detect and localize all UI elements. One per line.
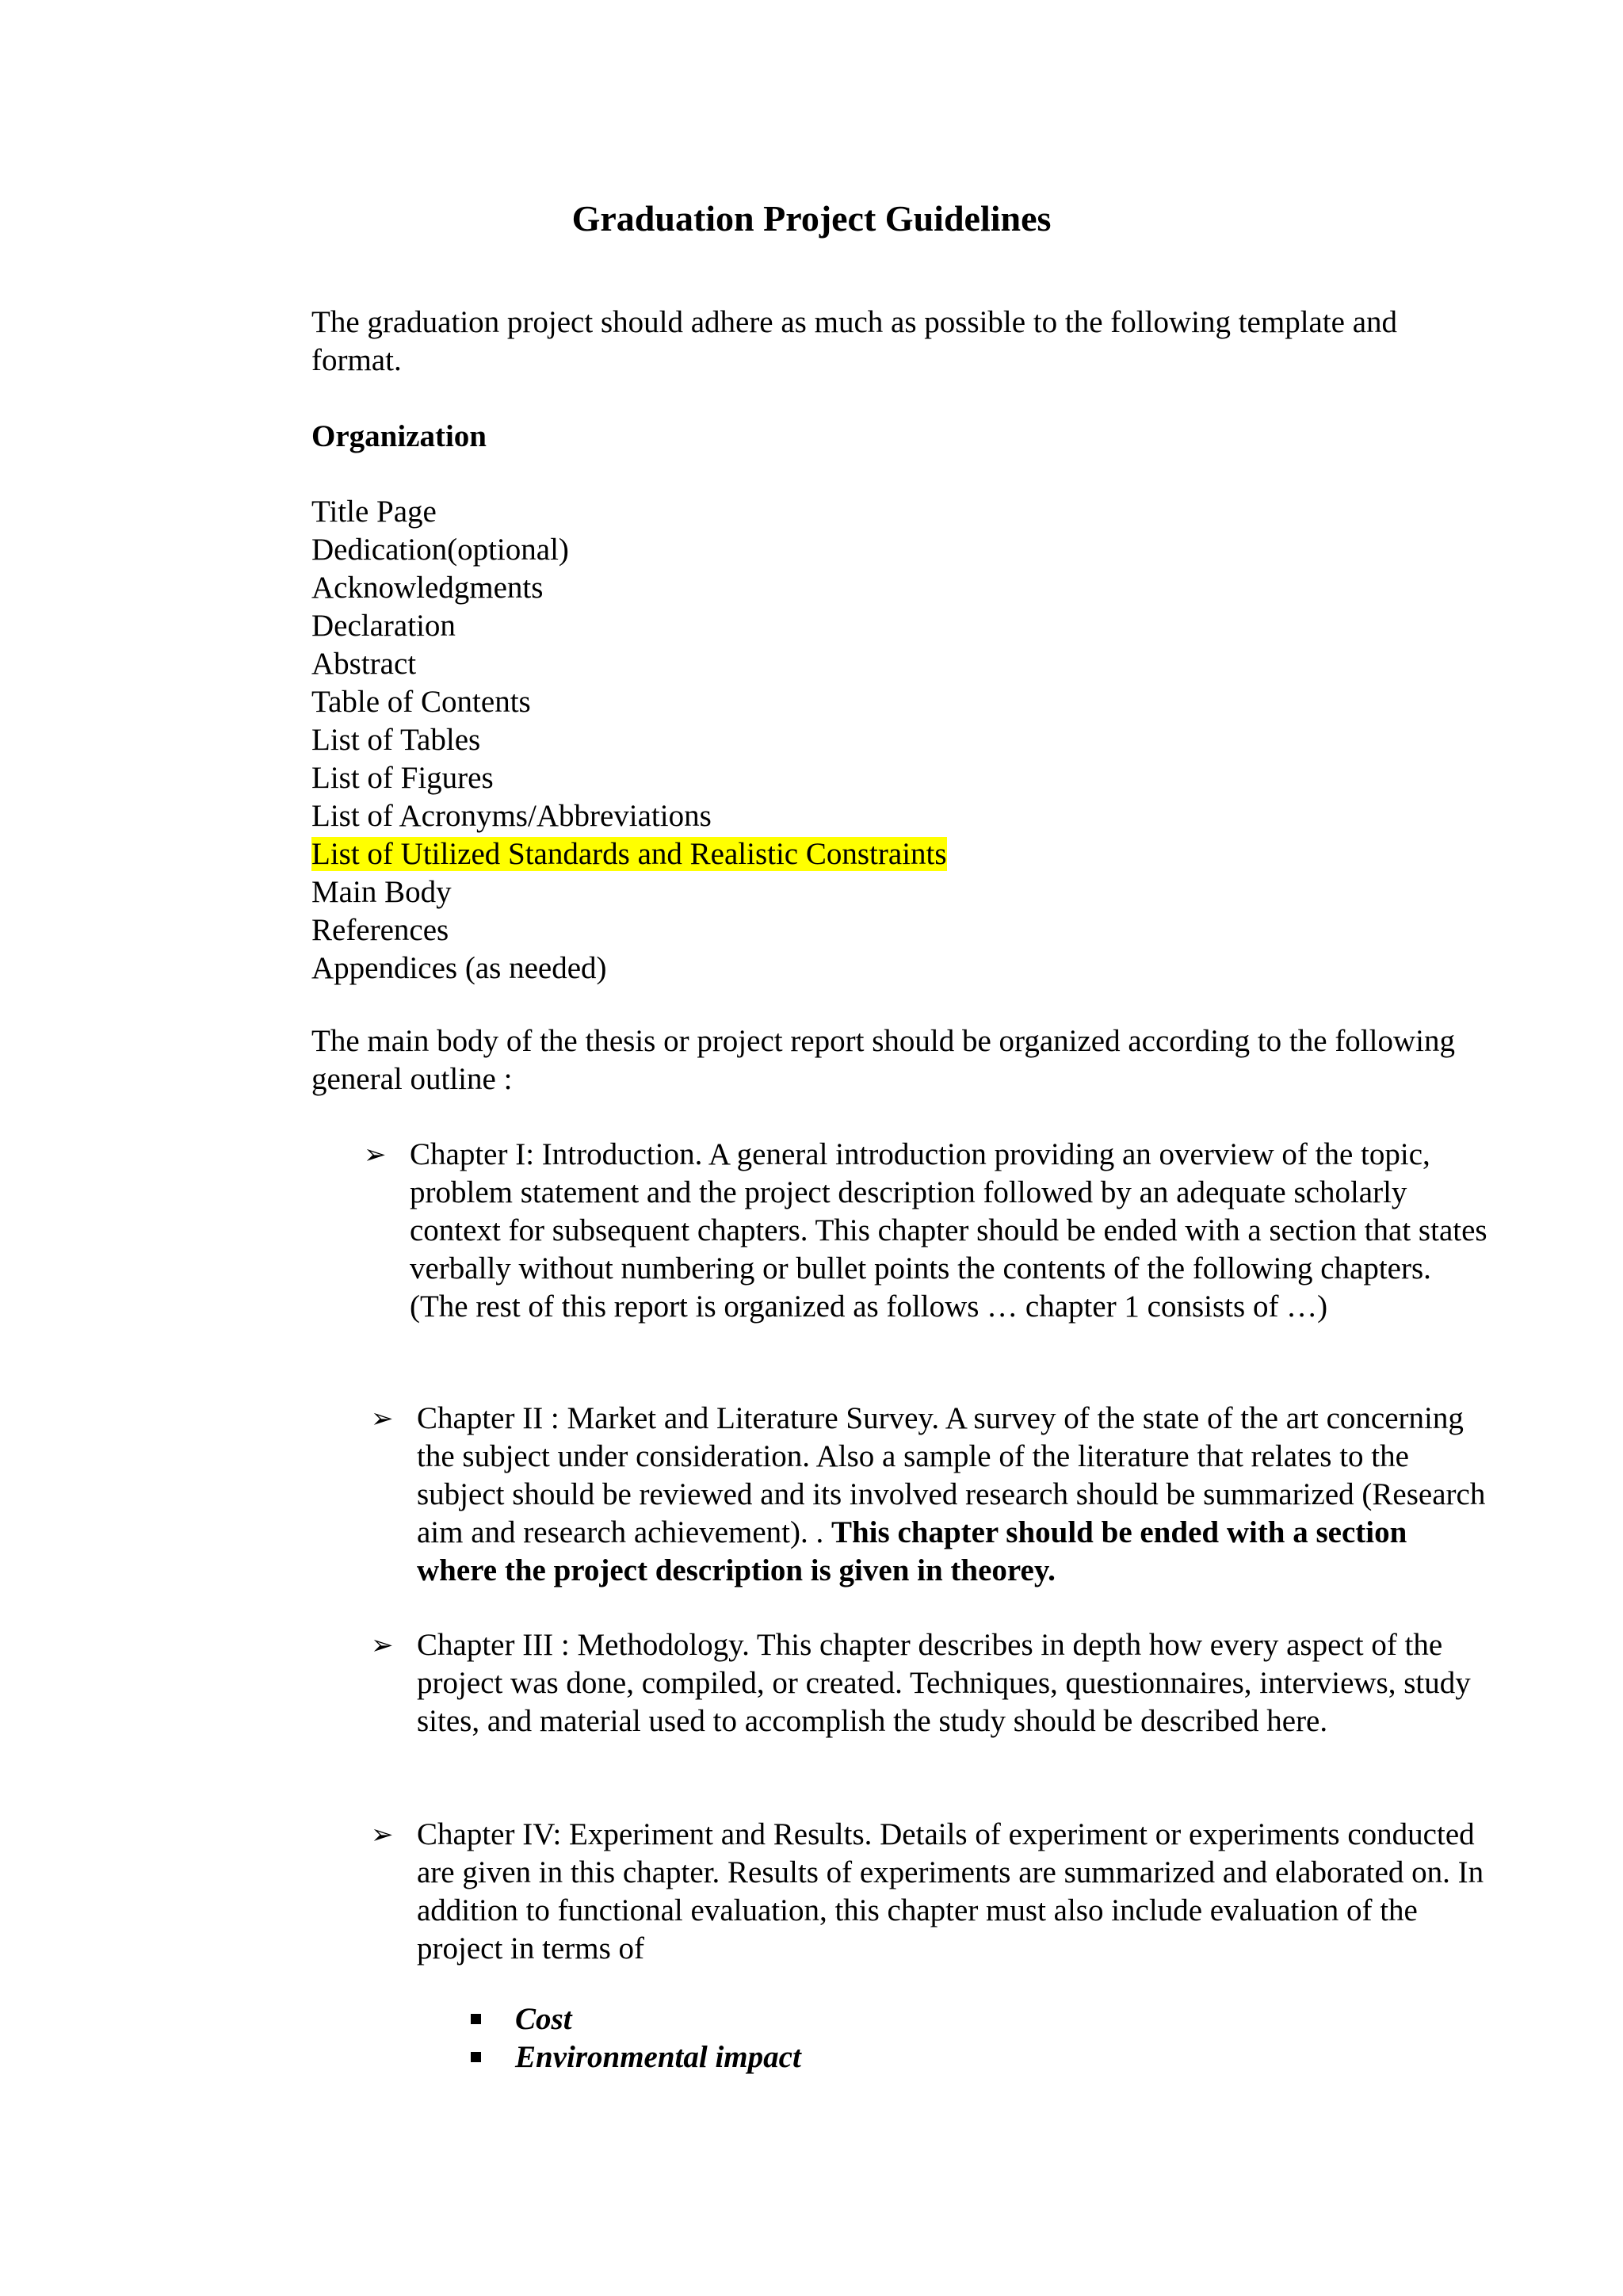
intro-paragraph: The graduation project should adhere as much as possible to the following template and format. [311, 305, 1398, 377]
arrow-bullet-icon: ➢ [371, 1403, 394, 1435]
chapter-3-text: Chapter III : Methodology. This chapter describes in depth how every aspect of the project was done, compiled, or created. Techniques, questionnaires, interviews, study sites, and material used to accomplish the study should be described here. [417, 1628, 1471, 1738]
list-item: Title Page [311, 495, 437, 529]
evaluation-item-label: Environmental impact [515, 2040, 801, 2074]
chapter-2-bold-text: This chapter should be ended with a section where the project description is given in theorey. [417, 1515, 1407, 1587]
main-body-intro-paragraph: The main body of the thesis or project report should be organized according to the following general outline : [311, 1024, 1455, 1096]
arrow-bullet-icon: ➢ [371, 1819, 394, 1851]
evaluation-item-label: Cost [515, 2002, 572, 2036]
list-item: References [311, 913, 449, 947]
arrow-bullet-icon: ➢ [371, 1629, 394, 1661]
highlighted-text: List of Utilized Standards and Realistic Constraints [311, 837, 947, 871]
list-item: Abstract [311, 647, 417, 681]
document-title: Graduation Project Guidelines [571, 198, 1052, 239]
chapter-2-item [371, 1400, 1495, 1590]
chapter-4-text: Chapter IV: Experiment and Results. Details of experiment or experiments conducted are given in this chapter. Results of experiments are summarized and elaborated on. In addition to functional evaluation, this chapter must also include evaluation of the project in terms of [417, 1817, 1484, 1966]
list-item: List of Acronyms/Abbreviations [311, 799, 712, 833]
chapter-1-text: Chapter I: Introduction. A general introduction providing an overview of the topic, problem statement and the project description followed by an adequate scholarly context for subsequent chapters. This chapter should be ended with a section that states verbally without numbering or bullet points the contents of the following chapters. (The rest of this report is organized as follows … chapter 1 consists of …) [410, 1137, 1487, 1324]
evaluation-item-cost [515, 2000, 801, 2038]
list-item: Table of Contents [311, 685, 531, 719]
list-item: List of Tables [311, 723, 481, 757]
organization-list [311, 493, 1484, 988]
list-item: Appendices (as needed) [311, 951, 607, 985]
square-bullet-icon [471, 2014, 481, 2024]
evaluation-item-environmental-impact [515, 2038, 801, 2076]
chapter-1-item [364, 1136, 1487, 1326]
list-item: Main Body [311, 875, 452, 909]
square-bullet-icon [471, 2052, 481, 2062]
chapter-3-item [371, 1626, 1495, 1740]
list-item-highlighted [311, 835, 1484, 873]
chapter-2-text: Chapter II : Market and Literature Survey. A survey of the state of the art concerning the subject under consideration. Also a sample of the literature that relates to the subject should be reviewed and its involved research should be summarized (Research aim and research achievement). . [417, 1401, 1486, 1549]
arrow-bullet-icon: ➢ [364, 1139, 387, 1171]
organization-heading: Organization [311, 419, 487, 453]
evaluation-list [515, 2000, 801, 2076]
list-item: List of Figures [311, 761, 494, 795]
list-item: Acknowledgments [311, 571, 544, 605]
chapter-4-item [371, 1816, 1495, 1968]
list-item: Dedication(optional) [311, 533, 569, 567]
list-item: Declaration [311, 609, 456, 643]
